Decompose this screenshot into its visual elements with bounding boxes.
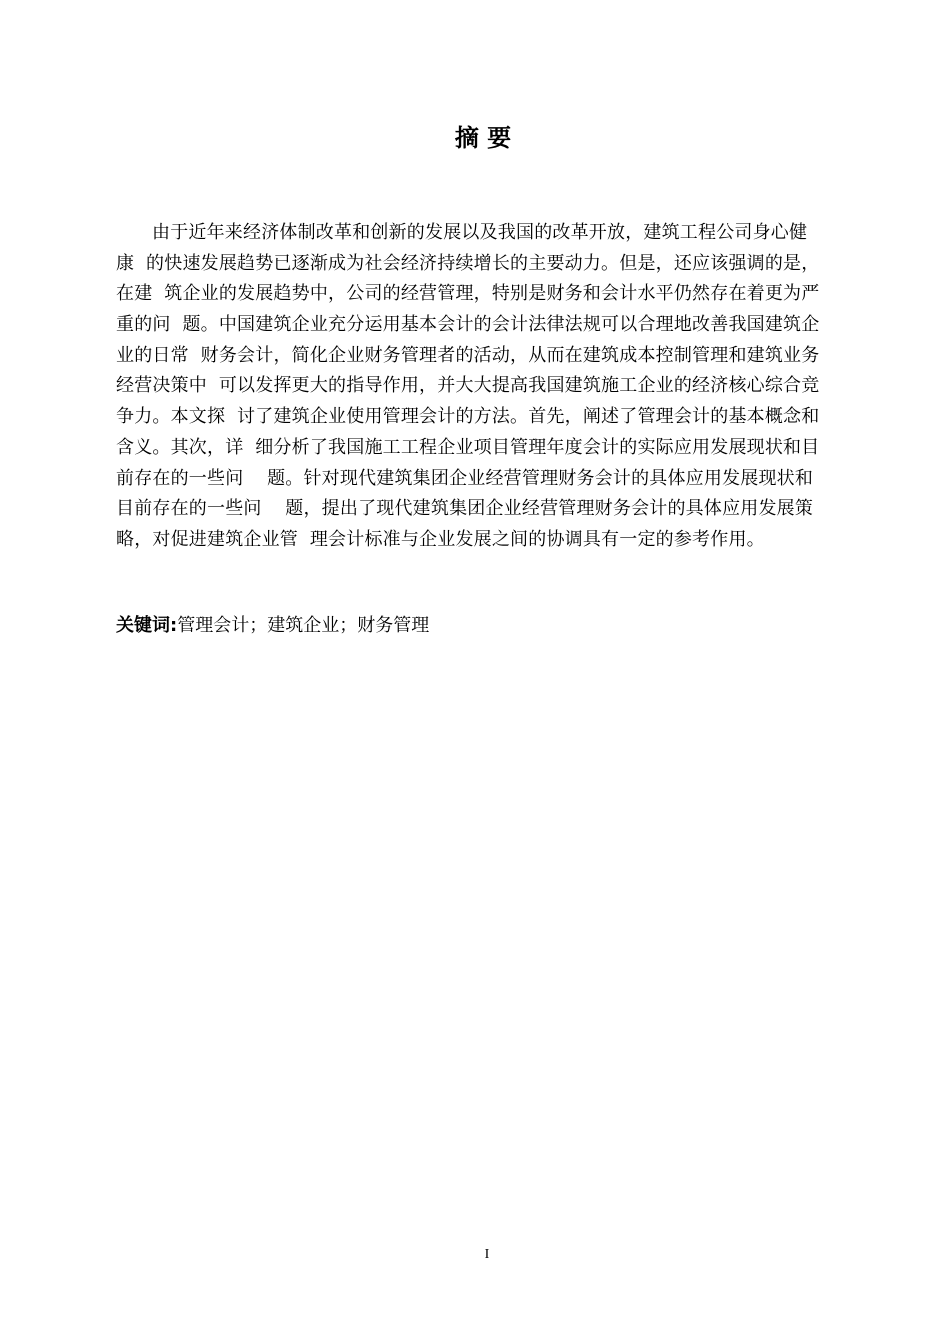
page-title: 摘 要 — [454, 124, 512, 152]
abstract-line: 重的问 题。中国建筑企业充分运用基本会计的会计法律法规可以合理地改善我国建筑企 — [116, 314, 820, 336]
page-number: I — [484, 1247, 490, 1262]
keywords — [116, 612, 429, 640]
abstract-line: 在建 筑企业的发展趋势中，公司的经营管理，特别是财务和会计水平仍然存在着更为严 — [116, 283, 820, 305]
abstract-line: 目前存在的一些问 题，提出了现代建筑集团企业经营管理财务会计的具体应用发展策 — [116, 498, 814, 520]
abstract-body — [116, 218, 856, 556]
abstract-line: 由于近年来经济体制改革和创新的发展以及我国的改革开放，建筑工程公司身心健 — [152, 222, 808, 243]
keywords-label: 关键词: — [116, 615, 178, 636]
abstract-line: 含义。其次，详 细分析了我国施工工程企业项目管理年度会计的实际应用发展现状和目 — [116, 436, 820, 458]
abstract-line: 业的日常 财务会计，简化企业财务管理者的活动，从而在建筑成本控制管理和建筑业务 — [116, 344, 820, 366]
abstract-line: 略，对促进建筑企业管 理会计标准与企业发展之间的协调具有一定的参考作用。 — [116, 528, 765, 550]
abstract-line: 康 的快速发展趋势已逐渐成为社会经济持续增长的主要动力。但是，还应该强调的是， — [116, 252, 820, 274]
abstract-line: 争力。本文探 讨了建筑企业使用管理会计的方法。首先，阐述了管理会计的基本概念和 — [116, 406, 820, 428]
abstract-line: 经营决策中 可以发挥更大的指导作用，并大大提高我国建筑施工企业的经济核心综合竞 — [116, 375, 820, 397]
abstract-line: 前存在的一些问 题。针对现代建筑集团企业经营管理财务会计的具体应用发展现状和 — [116, 467, 814, 489]
keywords-value: 管理会计；建筑企业；财务管理 — [177, 615, 430, 636]
